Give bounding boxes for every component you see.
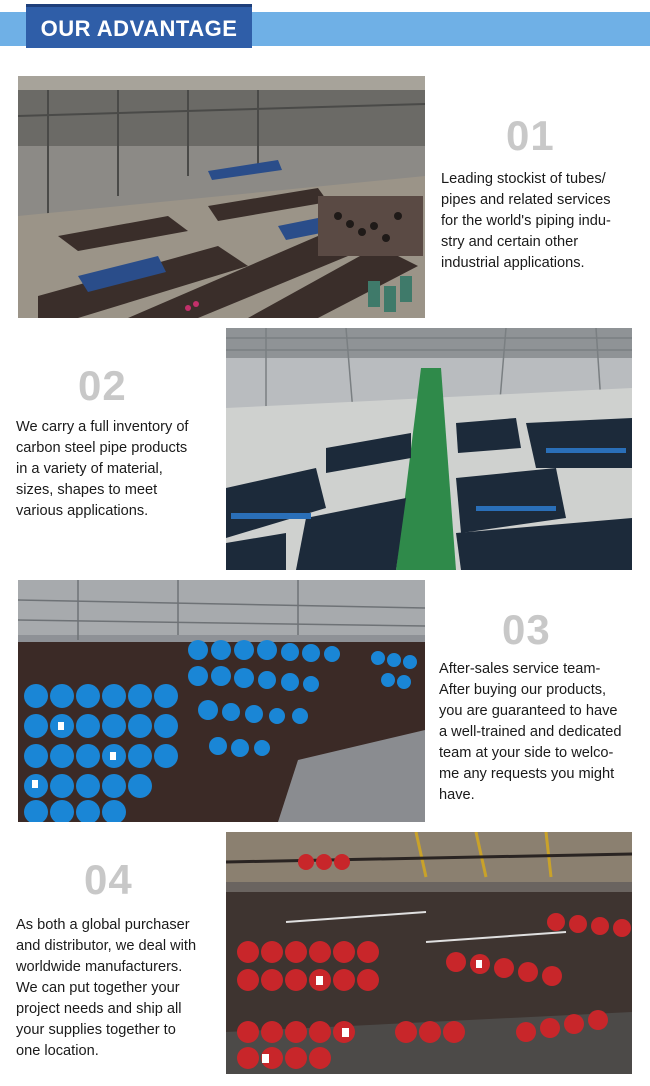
item-number: 01	[506, 112, 555, 159]
section-title: OUR ADVANTAGE	[40, 16, 238, 41]
item-description: Leading stockist of tubes/ pipes and related services for the world's piping indu- stry and certain other industrial applications.	[441, 171, 611, 271]
item-number: 02	[78, 362, 127, 409]
header-tab	[26, 4, 252, 48]
red-capped-pipes-photo	[226, 832, 632, 1074]
pipe-yard-photo	[18, 76, 425, 318]
item-number: 03	[502, 606, 551, 653]
item-number: 04	[84, 856, 133, 903]
item-description: As both a global purchaser and distributor, we deal with worldwide manufacturers. We can put together your project needs and ship all your supplies together to one location.	[16, 917, 197, 1059]
warehouse-photo	[226, 328, 632, 570]
blue-capped-pipes-photo	[18, 580, 425, 822]
item-description: We carry a full inventory of carbon steel pipe products in a variety of material, sizes, shapes to meet various applications.	[16, 419, 189, 519]
item-description: After-sales service team- After buying our products, you are guaranteed to have a well-trained and dedicated team at your side to welco- me any requests you might have.	[439, 661, 622, 803]
